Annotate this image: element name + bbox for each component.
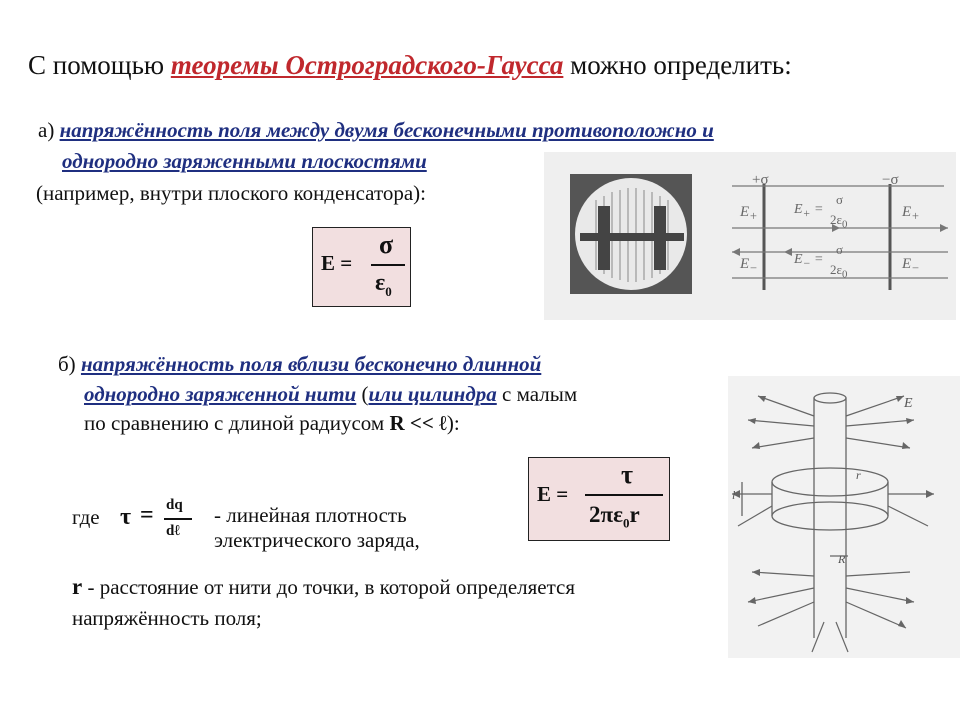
r-note-line2: напряжённость поля; [72, 606, 262, 630]
section-b-highlight-3: или цилиндра [368, 382, 497, 406]
r-note-text: - расстояние от нити до точки, в которой определяется [82, 575, 576, 599]
section-b-line3-suffix: ): [446, 411, 460, 435]
where-label: где [72, 505, 100, 529]
section-b-condition: R << ℓ [389, 411, 447, 435]
cylinder-e-label: E [904, 396, 913, 411]
formula-a-lhs: E = [321, 251, 353, 275]
title-highlight: теоремы Остроградского-Гаусса [170, 50, 564, 80]
formula-a-denominator [375, 270, 392, 300]
title-prefix: С помощью [28, 50, 171, 80]
capacitor-image-panel [544, 152, 956, 320]
cylinder-r-small: r [856, 468, 861, 482]
section-b-marker: б) [58, 352, 81, 376]
e-minus-left: $E_-$ [740, 256, 758, 275]
section-a-marker: а) [38, 118, 60, 142]
slide-title [28, 50, 792, 81]
formula-a-fraction-line [371, 264, 405, 266]
plate-minus-sigma: −σ [882, 172, 899, 188]
eq-bottom-lhs: $E_-$ = [794, 252, 824, 270]
section-b-line3-prefix: по сравнению с длиной радиусом [84, 411, 390, 435]
formula-b-den-pre: 2πε [589, 502, 623, 527]
section-a-highlight-2: однородно заряженными плоскостями [62, 149, 427, 173]
section-b-line2 [84, 382, 577, 407]
where-eq: = [140, 502, 154, 528]
cylinder-r-big: R [838, 552, 846, 566]
eq-bottom-num: σ [836, 242, 844, 257]
section-a-line3: (например, внутри плоского конденсатора): [36, 181, 426, 205]
formula-a-den-main: ε [375, 270, 386, 296]
eq-top-num: σ [836, 192, 844, 207]
title-suffix: можно определить: [563, 50, 792, 80]
where-den: dℓ [166, 523, 180, 539]
formula-b-lhs: E = [537, 482, 569, 506]
where-num: dq [166, 497, 183, 513]
eq-top-lhs: $E_+$ = [794, 202, 824, 220]
formula-b-numerator: τ [621, 460, 633, 489]
section-b-highlight-2: однородно заряженной нити [84, 382, 357, 406]
cylinder-drawing [728, 376, 960, 658]
section-a-highlight-1: напряжённость поля между двумя бесконечными противоположно и [59, 118, 714, 142]
section-a-line2 [62, 149, 427, 174]
where-fraction-line [164, 518, 192, 520]
section-a-line1 [38, 118, 714, 143]
r-note-line1 [72, 574, 575, 600]
cylinder-l-label: l [732, 488, 736, 502]
formula-b-denominator [589, 502, 640, 532]
eq-bottom-den: $2\varepsilon_0$ [830, 262, 848, 281]
cylinder-diagram [728, 376, 960, 658]
section-b-highlight-1: напряжённость поля вблизи бесконечно длинной [80, 352, 542, 376]
formula-b-fraction-line [585, 494, 663, 496]
section-b-rest: с малым [496, 382, 578, 406]
formula-b-den-post: r [629, 502, 640, 527]
e-plus-right: $E_+$ [902, 204, 920, 223]
formula-b-den-sub: 0 [622, 515, 630, 531]
formula-a-den-sub: 0 [385, 283, 392, 299]
section-b-paren: ( [356, 382, 369, 406]
section-b-line1 [58, 352, 541, 377]
e-plus-left: $E_+$ [740, 204, 758, 223]
where-desc-1: - линейная плотность [214, 503, 407, 527]
eq-top-den: $2\varepsilon_0$ [830, 212, 848, 231]
formula-a-numerator: σ [379, 230, 394, 259]
section-b-line3 [84, 411, 460, 436]
e-minus-right: $E_-$ [902, 256, 920, 275]
formula-thread-box [528, 457, 670, 541]
where-tau: τ [120, 504, 132, 530]
r-symbol: r [72, 574, 83, 599]
formula-capacitor-box [312, 227, 411, 307]
plate-plus-sigma: +σ [752, 172, 769, 188]
where-desc-2: электрического заряда, [214, 528, 420, 552]
